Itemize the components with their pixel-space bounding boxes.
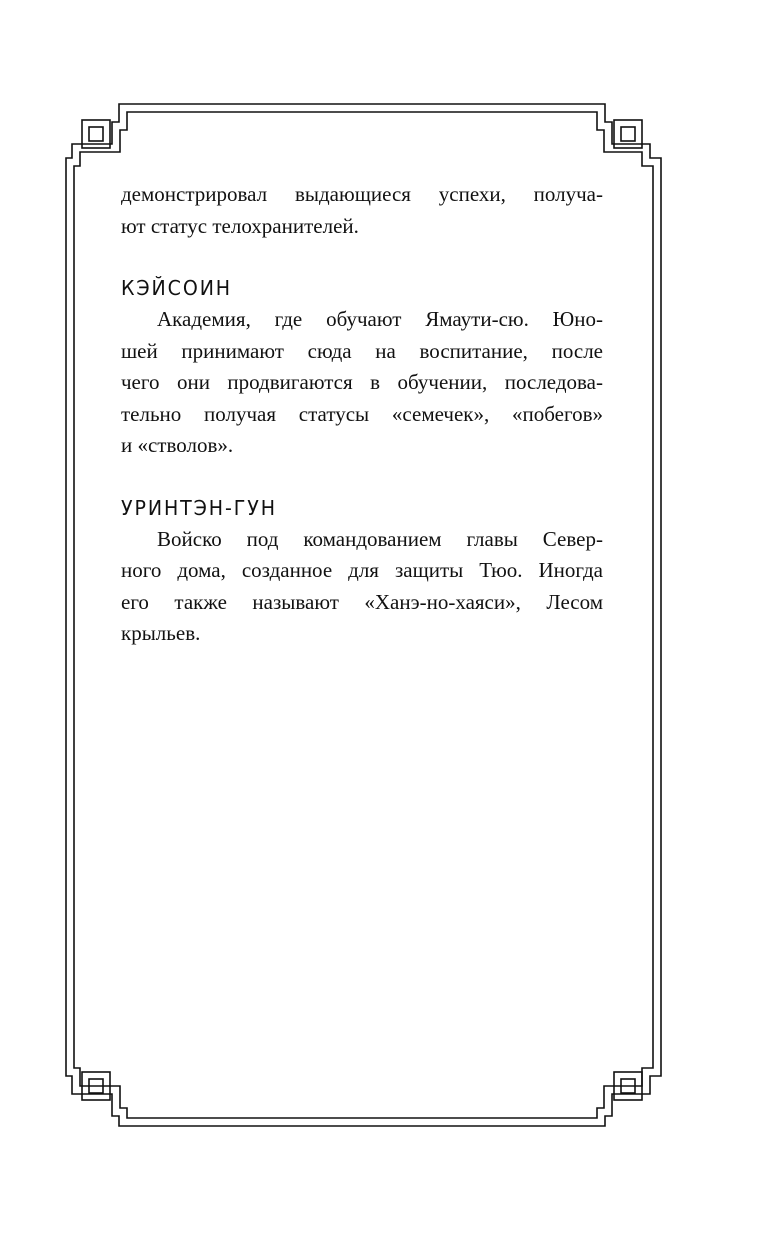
entry-heading: КЭЙСОИН [121, 276, 233, 300]
entry-heading: УРИНТЭН-ГУН [121, 495, 277, 520]
text-line: Войско под командованием главы Север- [157, 526, 603, 551]
entry-definition [121, 304, 603, 462]
glossary-entry-keisoin [121, 273, 603, 462]
text-line: Академия, где обучают Ямаути-сю. Юно- [157, 307, 603, 331]
page-content [121, 179, 603, 650]
corner-ornament-top-right-inner [621, 127, 635, 141]
glossary-entry-urinten-gun [121, 493, 603, 650]
text-line: ного дома, созданное для защиты Тюо. Иногда [121, 558, 603, 582]
corner-ornament-top-left-inner [89, 127, 103, 141]
text-line: и «стволов». [121, 433, 234, 457]
text-line: чего они продвигаются в обучении, последова- [121, 370, 603, 394]
text-line: его также называют «Ханэ-но-хаяси», Лесом [121, 589, 603, 614]
text-line: ют статус телохранителей. [121, 213, 359, 238]
entry-definition [121, 524, 603, 650]
text-line: демонстрировал выдающиеся успехи, получа- [121, 182, 603, 206]
intro-paragraph [121, 179, 603, 242]
text-line: крыльев. [121, 621, 201, 645]
text-line: шей принимают сюда на воспитание, после [121, 338, 603, 363]
text-line: тельно получая статусы «семечек», «побегов» [121, 401, 603, 426]
